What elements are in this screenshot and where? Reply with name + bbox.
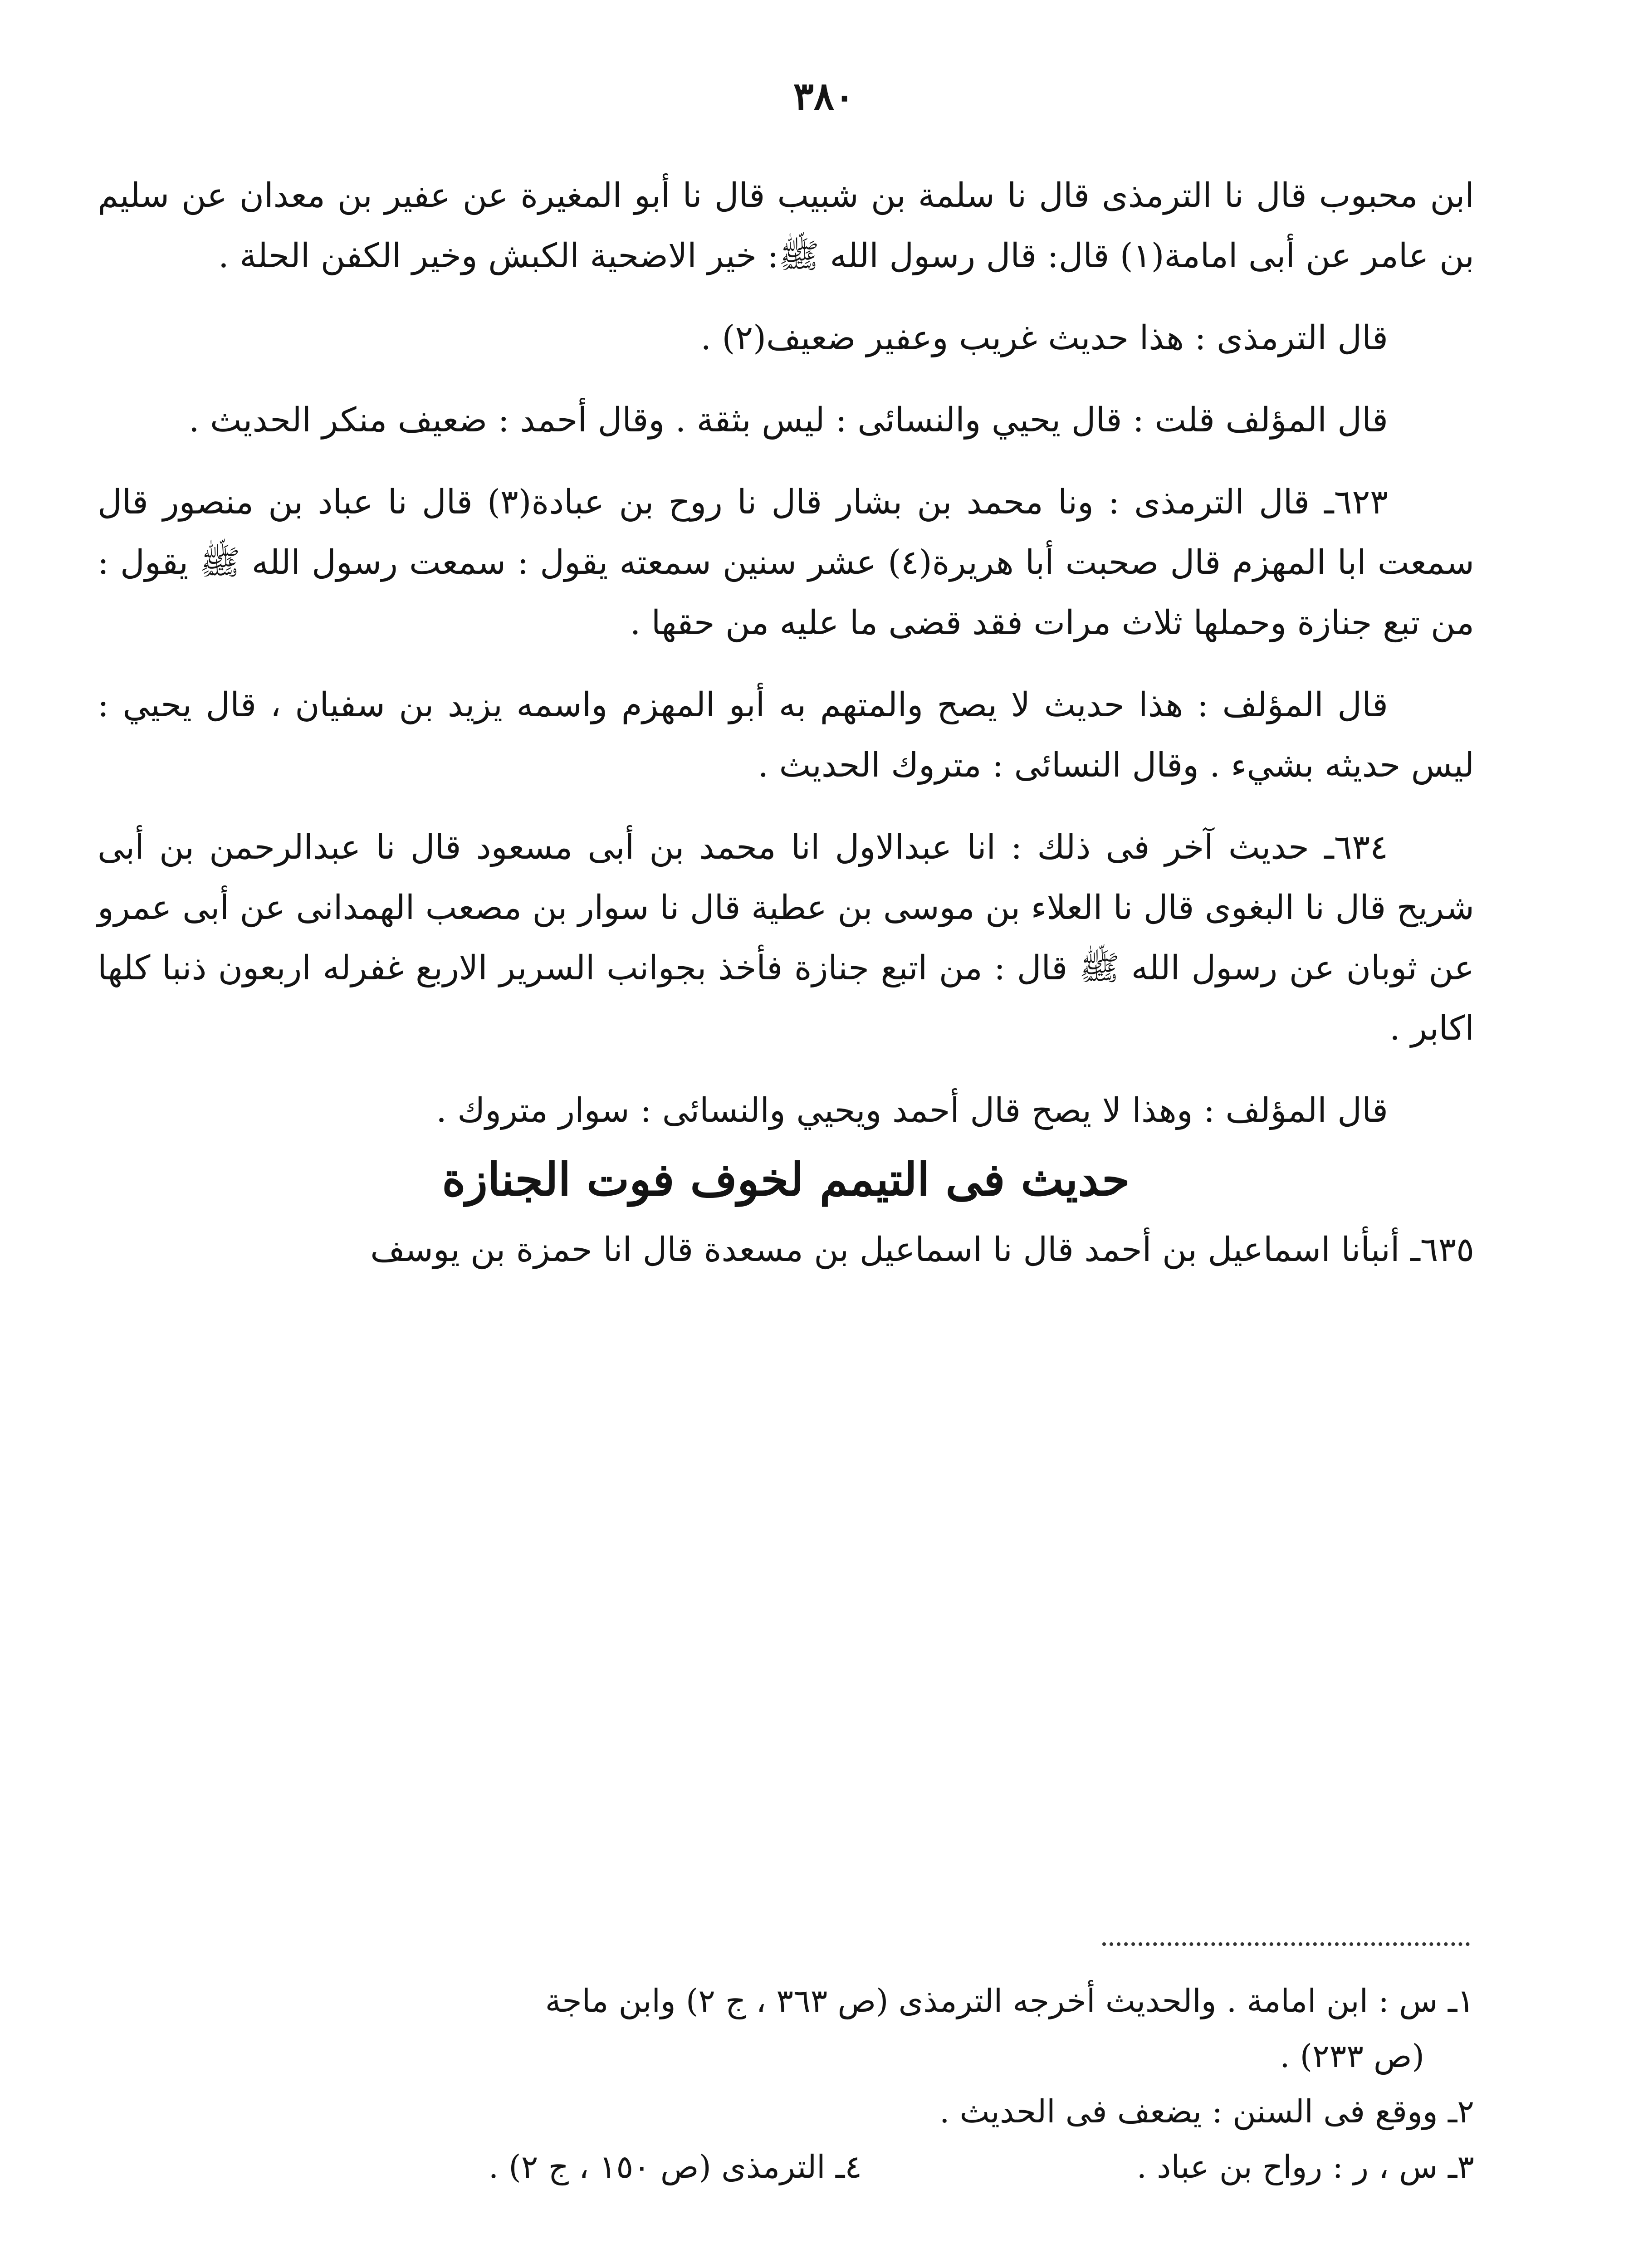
- footnote-divider: [1102, 1942, 1470, 1946]
- paragraph-hadith-635: ٦٣٥ـ أنبأنا اسماعيل بن أحمد قال نا اسماعيل بن مسعدة قال انا حمزة بن يوسف: [370, 1230, 1474, 1269]
- paragraph-hadith-623: ٦٢٣ـ قال الترمذى : ونا محمد بن بشار قال نا روح بن عبادة(٣) قال نا عباد بن منصور قال سمعت ابا المهزم قال صحبت أبا هريرة(٤) عشر سنين سمعته يقول : سمعت رسول الله ﷺ يقول : من تبع جنازة وحملها ثلاث مرات فقد قضى ما عليه من حقها .: [98, 483, 1474, 642]
- page-number: ٣٨٠: [793, 73, 855, 118]
- paragraph-gap: [98, 653, 1474, 675]
- footnote-1-continuation: (ص ٢٣٣) .: [1280, 2038, 1424, 2075]
- paragraph-gap: [98, 450, 1474, 472]
- paragraph-hadith-634: ٦٣٤ـ حديث آخر فى ذلك : انا عبدالاول انا محمد بن أبى مسعود قال نا عبدالرحمن بن أبى شريح قال نا البغوى قال نا العلاء بن موسى بن عطية قال نا سوار بن مصعب الهمدانى عن أبى عمرو عن ثوبان عن رسول الله ﷺ قال : من اتبع جنازة فأخذ بجوانب السرير الاربع غفرله اربعون ذنبا كلها اكابر .: [98, 828, 1474, 1048]
- main-text: [98, 166, 1474, 1280]
- paragraph-gap: [98, 368, 1474, 390]
- paragraph-gap: [98, 286, 1474, 308]
- footnotes: [113, 1973, 1474, 2195]
- footnote-4: ٤ـ الترمذى (ص ١٥٠ ، ج ٢) .: [488, 2148, 862, 2185]
- paragraph-gap: [98, 796, 1474, 817]
- paragraph-continuation: ابن محبوب قال نا الترمذى قال نا سلمة بن شبيب قال نا أبو المغيرة عن عفير بن معدان عن سليم بن عامر عن أبى امامة(١) قال: قال رسول الله ﷺ: خير الاضحية الكبش وخير الكفن الحلة .: [98, 176, 1474, 275]
- footnote-3: ٣ـ س ، ر : رواح بن عباد .: [1136, 2148, 1474, 2185]
- paragraph-tirmidhi-comment: قال الترمذى : هذا حديث غريب وعفير ضعيف(٢) .: [700, 318, 1388, 357]
- paragraph-gap: [98, 1059, 1474, 1080]
- paragraph-author-comment-2: قال المؤلف : هذا حديث لا يصح والمتهم به أبو المهزم واسمه يزيد بن سفيان ، قال يحيي : ليس حديثه بشيء . وقال النسائى : متروك الحديث .: [98, 685, 1474, 785]
- paragraph-author-comment-3: قال المؤلف : وهذا لا يصح قال أحمد ويحيي والنسائى : سوار متروك .: [436, 1091, 1388, 1130]
- footnote-2: ٢ـ ووقع فى السنن : يضعف فى الحديث .: [939, 2093, 1474, 2130]
- footnote-row-3-4: [113, 2139, 1474, 2195]
- section-heading: حديث فى التيمم لخوف فوت الجنازة: [442, 1153, 1130, 1206]
- paragraph-author-comment: قال المؤلف قلت : قال يحيي والنسائى : ليس بثقة . وقال أحمد : ضعيف منكر الحديث .: [189, 401, 1388, 440]
- footnote-1: ١ـ س : ابن امامة . والحديث أخرجه الترمذى (ص ٣٦٣ ، ج ٢) وابن ماجة: [545, 1982, 1474, 2019]
